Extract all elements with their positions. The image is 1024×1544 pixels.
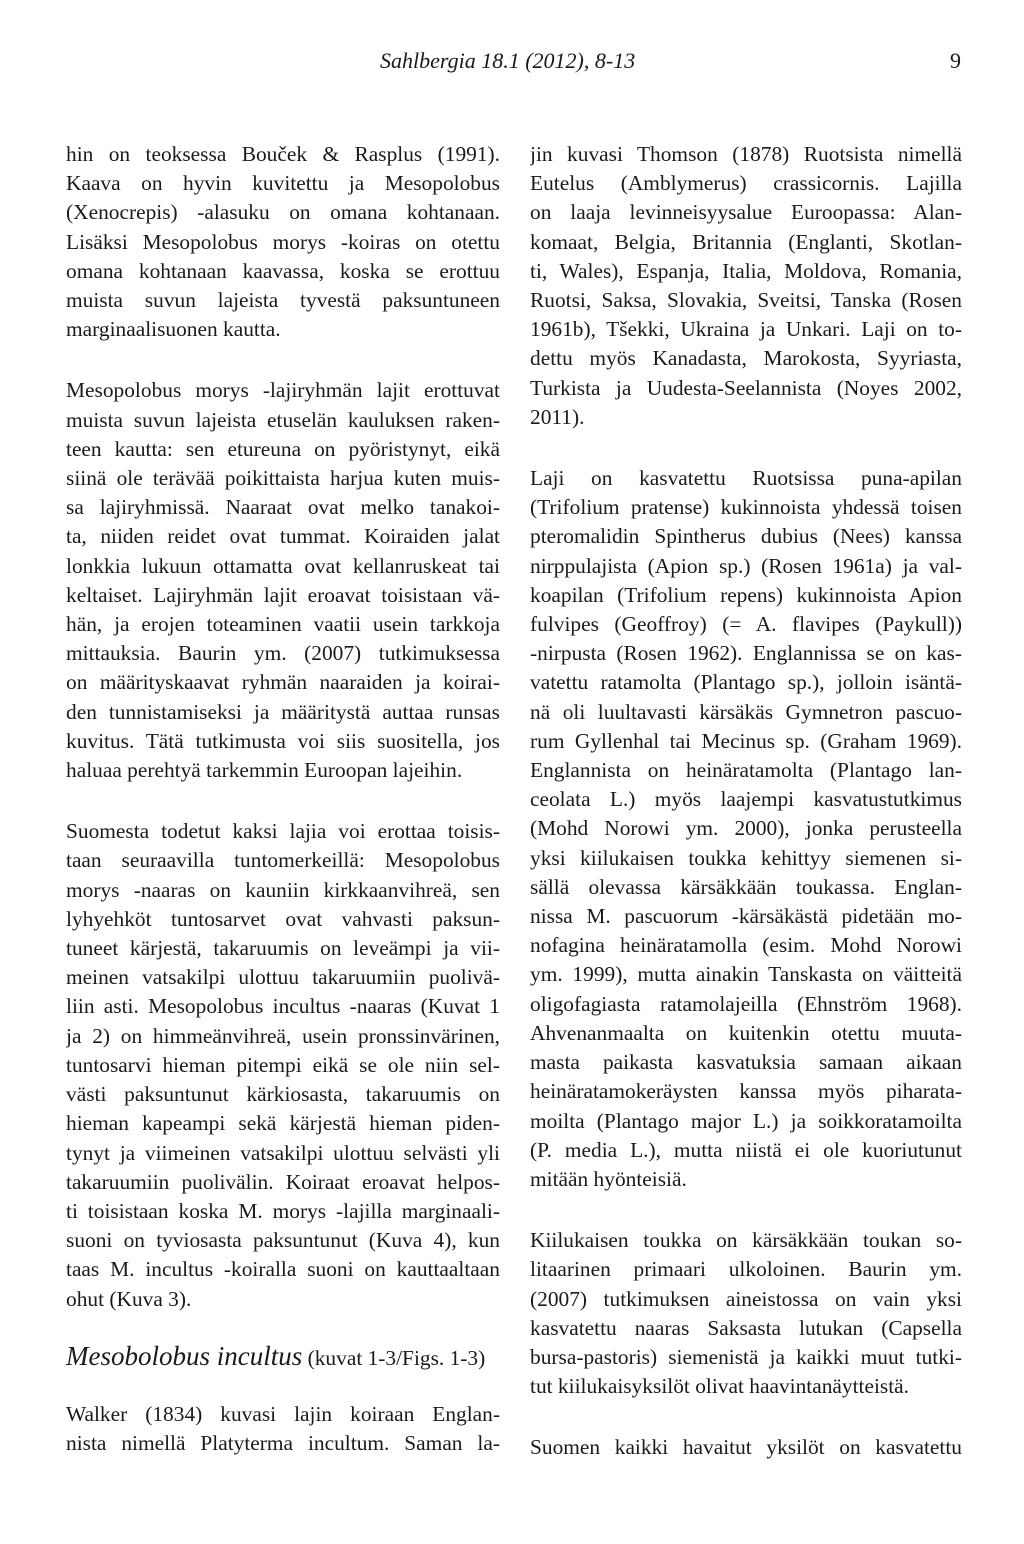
text-line: -nirpusta (Rosen 1962). Englannissa se on kas- [530, 641, 962, 666]
text-line: lyhyehköt tuntosarvet ovat vahvasti paksun- [66, 906, 500, 931]
text-line: yksi kiilukaisen toukka kehittyy siemenen si- [530, 845, 962, 870]
section-heading-figure-refs: (kuvat 1-3/Figs. 1-3) [307, 1345, 486, 1370]
text-line: kuvitus. Tätä tutkimusta voi siis suositella, jos [66, 728, 500, 753]
page-number: 9 [950, 48, 961, 73]
text-line: sällä olevassa kärsäkkään toukassa. Englan- [530, 874, 962, 899]
text-line: Ahvenanmaalta on kuitenkin otettu muuta- [530, 1020, 962, 1045]
text-line: muista suvun lajeista etuselän kauluksen raken- [66, 407, 500, 432]
text-line: Suomen kaikki havaitut yksilöt on kasvatettu [530, 1435, 962, 1460]
text-line: morys -naaras on kauniin kirkkaanvihreä, sen [66, 877, 500, 902]
text-line: koapilan (Trifolium repens) kukinnoista Apion [530, 582, 962, 607]
text-line: suoni on tyviosasta paksuntunut (Kuva 4), kun [66, 1228, 500, 1253]
text-line: Mesopolobus morys -lajiryhmän lajit erottuvat [66, 378, 500, 403]
text-line: (2007) tutkimuksen aineistossa on vain yksi [530, 1286, 962, 1311]
text-line: taas M. incultus -koiralla suoni on kauttaaltaan [66, 1257, 500, 1282]
text-line: hieman kapeampi sekä kärjestä hieman piden- [66, 1111, 500, 1136]
text-line: Turkista ja Uudesta-Seelannista (Noyes 2002, [530, 375, 962, 400]
text-line: Kiilukaisen toukka on kärsäkkään toukan so- [530, 1228, 962, 1253]
text-line: masta paikasta kasvatuksia samaan aikaan [530, 1050, 962, 1075]
text-line: mittauksia. Baurin ym. (2007) tutkimuksessa [66, 641, 500, 666]
text-line: Kaava on hyvin kuvitettu ja Mesopolobus [66, 171, 500, 196]
section-heading [66, 1338, 500, 1376]
text-line: västi paksuntunut kärkiosasta, takaruumis on [66, 1082, 500, 1107]
paragraph [66, 376, 500, 785]
text-line: Ruotsi, Saksa, Slovakia, Sveitsi, Tanska (Rosen [530, 288, 962, 313]
text-line: on määrityskaavat ryhmän naaraiden ja koirai- [66, 670, 500, 695]
paragraph [66, 817, 500, 1313]
paragraph [66, 1400, 500, 1458]
text-line: pteromalidin Spintherus dubius (Nees) kanssa [530, 524, 962, 549]
left-column [66, 140, 500, 1458]
text-line: moilta (Plantago major L.) ja soikkoratamoilta [530, 1108, 962, 1133]
text-line: Eutelus (Amblymerus) crassicornis. Lajilla [530, 171, 962, 196]
text-line: heinäratamokeräysten kanssa myös piharata- [530, 1079, 962, 1104]
text-line: Englannista on heinäratamolta (Plantago lan- [530, 758, 962, 783]
text-line: (Xenocrepis) -alasuku on omana kohtanaan. [66, 200, 500, 225]
text-line: hin on teoksessa Bouček & Rasplus (1991). [66, 142, 500, 166]
text-line: muista suvun lajeista tyvestä paksuntuneen [66, 288, 500, 313]
text-line: dettu myös Kanadasta, Marokosta, Syyriasta, [530, 346, 962, 371]
paragraph [530, 464, 962, 1194]
paragraph [530, 140, 962, 432]
text-line: nä oli luultavasti kärsäkäs Gymnetron pascuo- [530, 699, 962, 724]
text-line: omana kohtanaan kaavassa, koska se erottuu [66, 258, 500, 283]
text-line: hän, ja erojen toteaminen vaatii usein tarkkoja [66, 612, 500, 637]
journal-citation: Sahlbergia 18.1 (2012), 8-13 [380, 48, 636, 73]
text-line: takaruumiin puolivälin. Koiraat eroavat helpos- [66, 1169, 500, 1194]
text-line: tut kiilukaisyksilöt olivat haavintanäytteistä. [530, 1374, 910, 1399]
text-line: 1961b), Tšekki, Ukraina ja Unkari. Laji on to- [530, 317, 962, 342]
text-line: teen kautta: sen etureuna on pyöristynyt, eikä [66, 436, 500, 461]
section-heading-taxon: Mesobolobus incultus [66, 1340, 303, 1371]
text-line: lonkkia lukuun ottamatta ovat kellanruskeat tai [66, 553, 500, 578]
paragraph [530, 1226, 962, 1401]
text-line: mitään hyönteisiä. [530, 1166, 687, 1191]
text-line: ta, niiden reidet ovat tummat. Koiraiden jalat [66, 524, 500, 549]
text-line: fulvipes (Geoffroy) (= A. flavipes (Paykull)) [530, 612, 962, 637]
text-line: (Mohd Norowi ym. 2000), jonka perusteella [530, 816, 962, 841]
page-header [0, 46, 1024, 80]
text-line: Suomesta todetut kaksi lajia voi erottaa toisis- [66, 819, 500, 844]
text-line: nirppulajista (Apion sp.) (Rosen 1961a) ja val- [530, 553, 962, 578]
text-line: jin kuvasi Thomson (1878) Ruotsista nimellä [530, 142, 962, 166]
text-line: kasvatettu naaras Saksasta lutukan (Capsella [530, 1315, 962, 1340]
text-line: (Trifolium pratense) kukinnoista yhdessä toisen [530, 495, 962, 520]
text-line: vatettu ratamolta (Plantago sp.), jolloin isäntä- [530, 670, 962, 695]
text-line: (P. media L.), mutta niistä ei ole kuoriutunut [530, 1137, 962, 1162]
text-line: 2011). [530, 404, 585, 429]
text-line: Laji on kasvatettu Ruotsissa puna-apilan [530, 466, 962, 491]
text-line: ti, Wales), Espanja, Italia, Moldova, Romania, [530, 258, 962, 283]
text-line: siinä ole terävää poikittaista harjua kuten muis- [66, 466, 500, 491]
text-line: tuneet kärjestä, takaruumis on leveämpi ja vii- [66, 936, 500, 961]
text-line: den tunnistamiseksi ja määritystä auttaa runsas [66, 699, 500, 724]
text-line: meinen vatsakilpi ulottuu takaruumiin puolivä- [66, 965, 500, 990]
text-line: keltaiset. Lajiryhmän lajit eroavat toisistaan vä- [66, 582, 500, 607]
text-line: ym. 1999), mutta ainakin Tanskasta on väitteitä [530, 962, 962, 987]
text-line: haluaa perehtyä tarkemmin Euroopan lajeihin. [66, 758, 463, 783]
text-line: komaat, Belgia, Britannia (Englanti, Skotlan- [530, 229, 962, 254]
text-line: ceolata L.) myös laajempi kasvatustutkimus [530, 787, 962, 812]
paragraph [66, 140, 500, 344]
text-line: liin asti. Mesopolobus incultus -naaras (Kuvat 1 [66, 994, 500, 1019]
text-line: marginaalisuonen kautta. [66, 317, 281, 342]
text-line: bursa-pastoris) siemenistä ja kaikki muut tutki- [530, 1344, 962, 1369]
paragraph [530, 1433, 962, 1462]
text-line: ti toisistaan koska M. morys -lajilla marginaali- [66, 1198, 500, 1223]
text-line: on laaja levinneisyysalue Euroopassa: Alan- [530, 200, 962, 225]
text-line: nissa M. pascuorum -kärsäkästä pidetään mo- [530, 904, 962, 929]
text-line: taan seuraavilla tuntomerkeillä: Mesopolobus [66, 848, 500, 873]
text-line: tynyt ja viimeinen vatsakilpi ulottuu selvästi yli [66, 1140, 500, 1165]
text-line: tuntosarvi hieman pitempi eikä se ole niin sel- [66, 1052, 500, 1077]
text-line: oligofagiasta ratamolajeilla (Ehnström 1968). [530, 991, 962, 1016]
text-line: litaarinen primaari ulkoloinen. Baurin ym. [530, 1257, 962, 1282]
text-line: rum Gyllenhal tai Mecinus sp. (Graham 1969). [530, 728, 962, 753]
right-column [530, 140, 962, 1463]
text-line: sa lajiryhmissä. Naaraat ovat melko tanakoi- [66, 495, 500, 520]
text-line: Walker (1834) kuvasi lajin koiraan Englan- [66, 1401, 500, 1426]
text-line: nofagina heinäratamolla (esim. Mohd Norowi [530, 933, 962, 958]
text-line: ohut (Kuva 3). [66, 1286, 192, 1311]
text-line: Lisäksi Mesopolobus morys -koiras on otettu [66, 229, 500, 254]
text-line: ja 2) on himmeänvihreä, usein pronssinvärinen, [66, 1023, 500, 1048]
text-line: nista nimellä Platyterma incultum. Saman la- [66, 1430, 500, 1455]
